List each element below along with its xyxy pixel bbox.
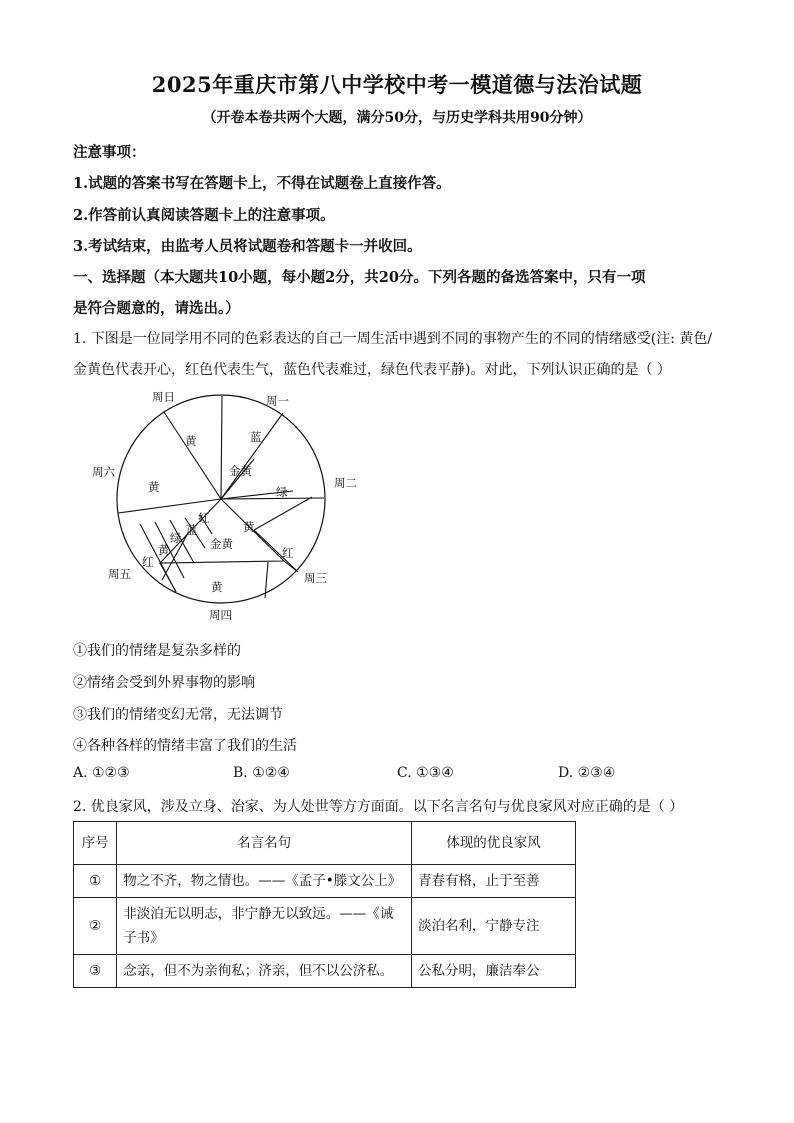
color-label-wednesday-red: 红 [282, 546, 294, 560]
row-index: ① [74, 865, 117, 898]
option-b[interactable]: B. ①②④ [233, 765, 290, 781]
notice-item-2: 2.作答前认真阅读答题卡上的注意事项。 [73, 207, 335, 224]
day-label-sunday: 周日 [152, 390, 175, 404]
day-label-saturday: 周六 [92, 465, 115, 479]
q1-stem-line-1: 1. 下图是一位同学用不同的色彩表达的自己一周生活中遇到不同的事物产生的不同的情绪感受(注: 黄色/ [73, 331, 713, 347]
color-label-monday-gold: 金黄 [229, 464, 252, 478]
row-family-style: 青春有格，止于至善 [412, 865, 576, 898]
row-quote: 非淡泊无以明志，非宁静无以致远。——《诫子书》 [117, 898, 412, 955]
color-label-saturday: 黄 [148, 480, 160, 494]
row-family-style: 公私分明，廉洁奉公 [412, 955, 576, 988]
day-label-tuesday: 周二 [334, 476, 357, 490]
notice-item-1: 1.试题的答案书写在答题卡上，不得在试题卷上直接作答。 [73, 175, 451, 192]
color-label-friday-yellow: 黄 [158, 543, 170, 557]
q2-stem: 2. 优良家风，涉及立身、治家、为人处世等方方面面。以下名言名句与优良家风对应正确的是（ ） [73, 799, 684, 815]
header-family-style: 体现的优良家风 [412, 822, 576, 865]
q1-stem-line-2: 金黄色代表开心，红色代表生气，蓝色代表难过，绿色代表平静)。对此，下列认识正确的是（ ） [73, 362, 671, 378]
statement-2: ②情绪会受到外界事物的影响 [73, 675, 255, 691]
option-a[interactable]: A. ①②③ [73, 765, 130, 781]
color-label-friday-red-2: 红 [142, 555, 154, 569]
color-label-friday-blue: 蓝 [186, 523, 198, 537]
day-label-thursday: 周四 [209, 608, 232, 622]
row-family-style: 淡泊名利，宁静专注 [412, 898, 576, 955]
color-label-wednesday-yellow: 黄 [243, 520, 255, 534]
color-label-monday-blue: 蓝 [250, 430, 262, 444]
color-label-tuesday: 绿 [276, 485, 288, 499]
row-index: ③ [74, 955, 117, 988]
statement-1: ①我们的情绪是复杂多样的 [73, 643, 241, 659]
table-row [74, 898, 576, 955]
color-label-sunday: 黄 [185, 434, 197, 448]
statement-3: ③我们的情绪变幻无常，无法调节 [73, 707, 283, 723]
row-quote: 念亲，但不为亲徇私；济亲，但不以公济私。 [117, 955, 412, 988]
emotion-week-diagram [88, 388, 378, 623]
notice-heading: 注意事项： [73, 144, 146, 161]
option-c[interactable]: C. ①③④ [397, 765, 454, 781]
color-label-friday-green: 绿 [170, 531, 182, 545]
section-heading-line-1: 一、选择题（本大题共10小题，每小题2分，共20分。下列各题的备选答案中，只有一项 [73, 269, 646, 286]
color-label-friday-red-1: 红 [198, 511, 210, 525]
table-row [74, 955, 576, 988]
day-label-wednesday: 周三 [304, 571, 327, 585]
exam-subtitle: （开卷本卷共两个大题，满分50分，与历史学科共用90分钟） [202, 110, 592, 126]
statement-4: ④各种各样的情绪丰富了我们的生活 [73, 738, 297, 754]
header-quote: 名言名句 [117, 822, 412, 865]
divider-line [284, 561, 298, 572]
divider-line [164, 412, 221, 499]
table-row [74, 865, 576, 898]
notice-item-3: 3.考试结束，由监考人员将试题卷和答题卡一并收回。 [73, 238, 422, 255]
section-heading-line-2: 是符合题意的，请选出。） [73, 300, 240, 317]
day-label-monday: 周一 [266, 394, 289, 408]
divider-line [221, 413, 283, 499]
color-label-center: 金黄 [210, 537, 233, 551]
exam-title: 2025年重庆市第八中学校中考一模道德与法治试题 [151, 72, 643, 97]
day-label-friday: 周五 [108, 567, 131, 581]
divider-line [254, 497, 312, 530]
color-label-thursday: 黄 [211, 580, 223, 594]
header-index: 序号 [74, 822, 117, 865]
option-d[interactable]: D. ②③④ [558, 765, 616, 781]
table-header-row [74, 822, 576, 865]
divider-line [221, 396, 222, 499]
row-index: ② [74, 898, 117, 955]
row-quote: 物之不齐，物之情也。——《孟子•滕文公上》 [117, 865, 412, 898]
q2-table [73, 821, 576, 988]
